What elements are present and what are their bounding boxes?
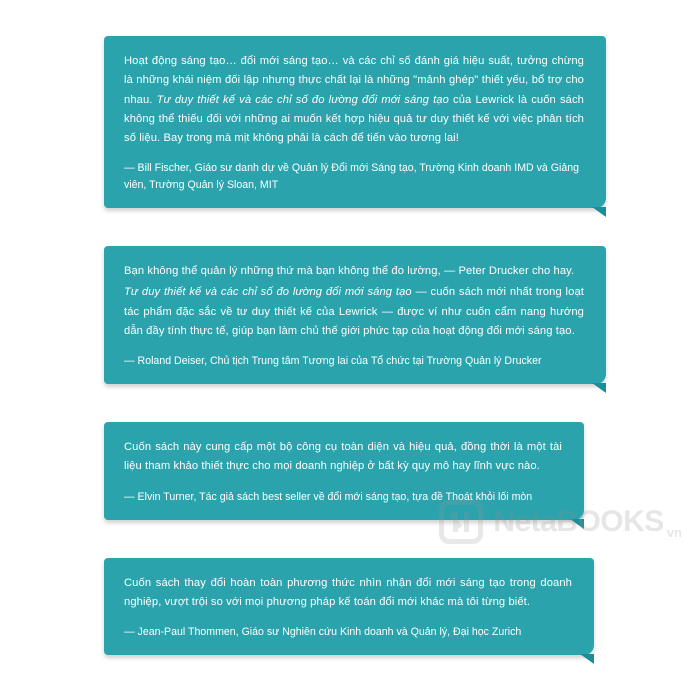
- logo-bar: [464, 512, 469, 532]
- quote-paragraph: [124, 262, 584, 281]
- quote-segment: Hoạt động sáng tạo… đổi mới sáng tạo… và các chỉ số đánh giá hiệu suất, tưởng chừng là những khái niệm đối lập nhưng thực chất lại là những "mảnh ghép" thiết yếu, bổ trợ cho nhau.: [124, 55, 584, 106]
- quote-segment: Bạn không thể quản lý những thứ mà bạn không thể đo lường, — Peter Drucker cho hay.: [124, 265, 575, 278]
- quote-text: [124, 262, 584, 341]
- quote-attribution: — Roland Deiser, Chủ tịch Trung tâm Tương lai của Tổ chức tại Trường Quản lý Drucker: [124, 355, 542, 368]
- netabooks-logo-icon: [439, 500, 483, 544]
- quote-paragraph: [124, 283, 584, 341]
- quote-paragraph: [124, 52, 584, 148]
- quote-text: [124, 438, 562, 477]
- quote-segment: Cuốn sách thay đổi hoàn toàn phương thức nhìn nhận đổi mới sáng tạo trong doanh nghiệp, vượt trội so với mọi phương pháp kế toán đổi mới khác mà tôi từng biết.: [124, 576, 572, 608]
- quote-text: [124, 574, 572, 613]
- watermark: [439, 500, 682, 544]
- watermark-brand: NetaBOOKS: [493, 505, 664, 538]
- quote-attribution: — Bill Fischer, Giáo sư danh dự về Quản lý Đổi mới Sáng tạo, Trường Kinh doanh IMD và Giảng viên, Trường Quản lý Sloan, MIT: [124, 162, 580, 192]
- watermark-suffix: vn: [666, 525, 682, 540]
- quote-paragraph: [124, 438, 562, 477]
- quote-text: [124, 52, 584, 148]
- quote-segment-italic: Tư duy thiết kế và các chỉ số đo lường đổi mới sáng tạo: [156, 93, 449, 106]
- quote-card: [104, 36, 606, 208]
- quote-segment: — cuốn sách mới nhất trong loạt tác phẩm đặc sắc về tư duy thiết kế của Lewrick — được ví như cuốn cẩm nang hướng dẫn đầy tính thực tế, giúp bạn làm chủ thế giới phức tạp của hoạt động đổi mới sáng tạo.: [124, 286, 584, 337]
- quote-attribution: — Elvin Turner, Tác giả sách best seller về đổi mới sáng tạo, tựa đề Thoát khỏi lối mòn: [124, 490, 533, 503]
- quote-attribution: — Jean-Paul Thommen, Giáo sư Nghiên cứu Kinh doanh và Quản lý, Đại học Zurich: [124, 626, 522, 639]
- quote-list: [104, 36, 606, 693]
- quote-segment: Cuốn sách này cung cấp một bộ công cụ toàn diện và hiệu quả, đồng thời là một tài liệu tham khảo thiết thực cho mọi doanh nghiệp ở bất kỳ quy mô hay lĩnh vực nào.: [124, 441, 562, 473]
- quote-card: [104, 246, 606, 384]
- quote-segment: của Lewrick là cuốn sách không thể thiếu đối với những ai muốn kết hợp hiệu quả tư duy thiết kế với việc phân tích số liệu. Bay trong mà mịt không phải là cách để tiến vào tương lai!: [124, 93, 584, 145]
- quote-segment-italic: Tư duy thiết kế và các chỉ số đo lường đổi mới sáng tạo: [124, 286, 412, 299]
- quote-card: [104, 558, 594, 655]
- quote-paragraph: [124, 574, 572, 613]
